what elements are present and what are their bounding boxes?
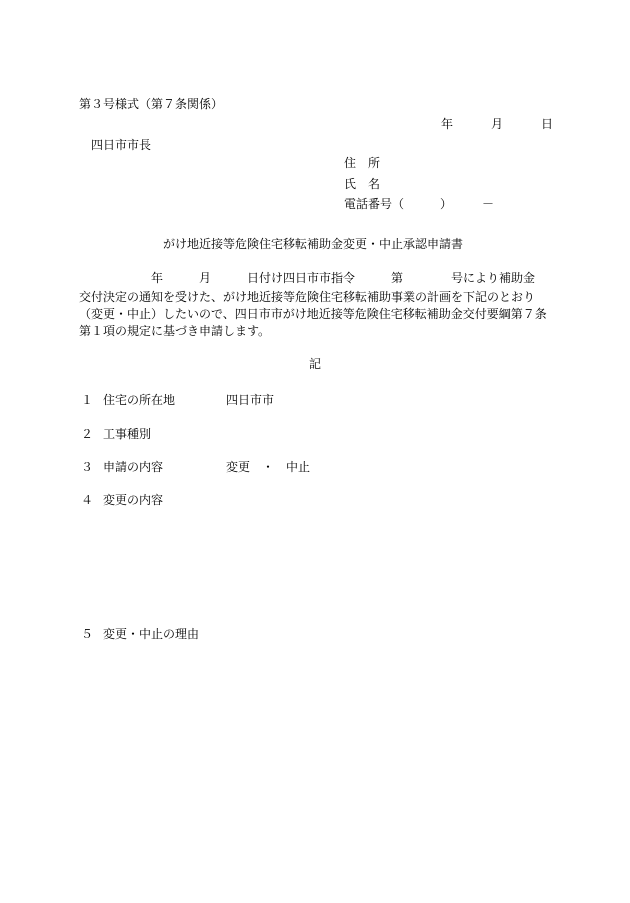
address-label: 住 所 — [344, 156, 381, 170]
item-label-application-content: 申請の内容 — [103, 460, 164, 474]
item-value-location: 四日市市 — [226, 393, 275, 407]
date-year-label: 年 — [441, 117, 454, 131]
item-label-reason: 変更・中止の理由 — [103, 627, 200, 641]
item-label-location: 住宅の所在地 — [103, 393, 176, 407]
item-label-change-content: 変更の内容 — [103, 493, 164, 507]
name-label: 氏 名 — [344, 177, 381, 191]
item-number: １ — [81, 393, 94, 407]
addressee: 四日市市長 — [91, 138, 152, 152]
body-line-4: 第１項の規定に基づき申請します。 — [79, 324, 271, 338]
body-line-3: （変更・中止）したいので、四日市市がけ地近接等危険住宅移転補助金交付要綱第７条 — [79, 307, 547, 321]
item-number: ３ — [81, 460, 94, 474]
item-number: ４ — [81, 493, 94, 507]
ki-marker: 記 — [309, 357, 322, 371]
document-title: がけ地近接等危険住宅移転補助金変更・中止承認申請書 — [163, 237, 464, 251]
item-number: ５ — [81, 627, 94, 641]
date-day-label: 日 — [541, 117, 554, 131]
form-label: 第３号様式（第７条関係） — [79, 97, 224, 111]
body-line-2: 交付決定の通知を受けた、がけ地近接等危険住宅移転補助事業の計画を下記のとおり — [79, 290, 536, 304]
phone-label: 電話番号（ ） － — [344, 197, 495, 211]
body-line-1: 年 月 日付け四日市市指令 第 号により補助金 — [151, 271, 536, 285]
date-month-label: 月 — [491, 117, 504, 131]
item-value-change-or-cancel: 変更 ・ 中止 — [226, 460, 311, 474]
item-number: ２ — [81, 427, 94, 441]
item-label-construction-type: 工事種別 — [103, 427, 152, 441]
